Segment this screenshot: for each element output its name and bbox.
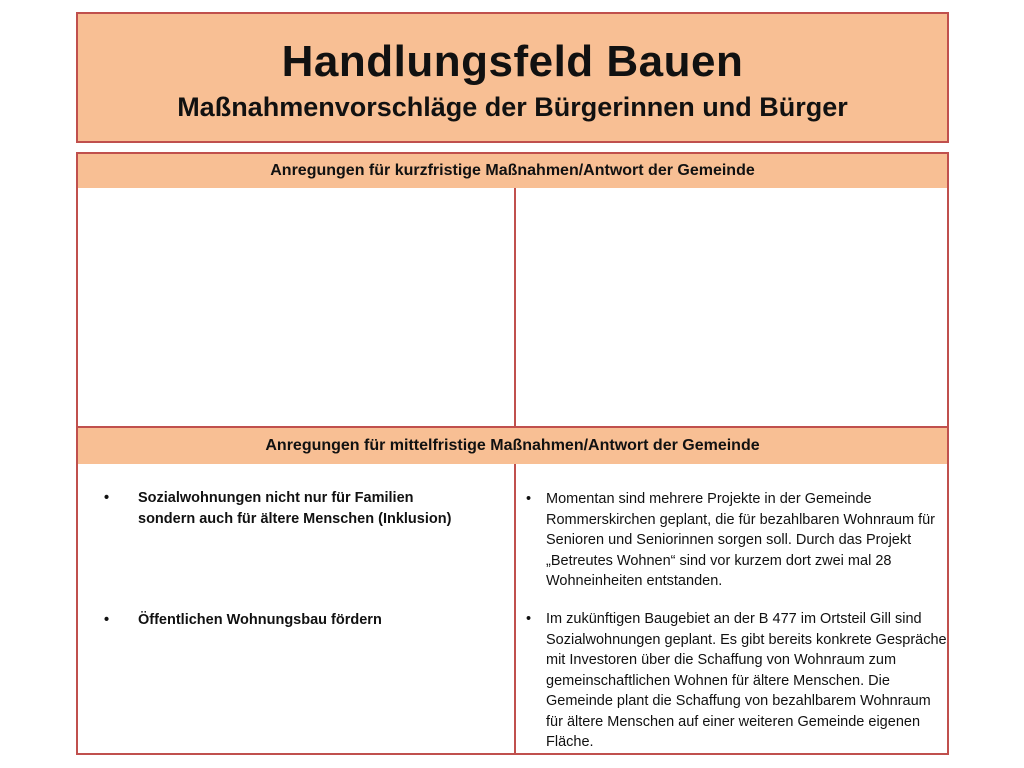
bullet-icon: • (104, 612, 110, 628)
short-term-suggestions-cell (76, 188, 516, 428)
mid-term-suggestions-cell (76, 464, 516, 755)
suggestion-item (104, 610, 484, 631)
mid-term-header: Anregungen für mittelfristige Maßnahmen/Antwort der Gemeinde (76, 426, 949, 466)
response-item (526, 489, 946, 592)
bullet-icon: • (104, 490, 110, 506)
mid-term-responses-cell (514, 464, 949, 755)
page-title: Handlungsfeld Bauen (281, 37, 744, 86)
response-text: Im zukünftigen Baugebiet an der B 477 im Ortsteil Gill sind Sozialwohnungen geplant. Es gibt bereits konkrete Gespräche mit Investoren über die Schaffung von Wohnraum zum gemeinschaftlichen Wohnen für ältere Menschen. Die Gemeinde plant die Schaffung von bezahlbarem Wohnraum für ältere Menschen auf einer weiteren Gemeinde eigenen Fläche. (546, 611, 947, 750)
page-subtitle: Maßnahmenvorschläge der Bürgerinnen und Bürger (177, 92, 848, 122)
response-text: Momentan sind mehrere Projekte in der Gemeinde Rommerskirchen geplant, die für bezahlbaren Wohnraum für Senioren und Seniorinnen sorgen soll. Durch das Projekt „Betreutes Wohnen“ sind vor kurzem dort zwei mal 28 Wohneinheiten entstanden. (546, 491, 936, 589)
suggestion-text: Sozialwohnungen nicht nur für Familien sondern auch für ältere Menschen (Inklusion) (138, 490, 452, 527)
title-box (76, 12, 949, 143)
short-term-responses-cell (514, 188, 949, 428)
bullet-icon: • (526, 491, 532, 507)
short-term-header: Anregungen für kurzfristige Maßnahmen/Antwort der Gemeinde (76, 152, 949, 190)
suggestion-text: Öffentlichen Wohnungsbau fördern (138, 612, 382, 628)
response-item (526, 609, 946, 753)
suggestion-item (104, 488, 484, 529)
bullet-icon: • (526, 611, 532, 627)
